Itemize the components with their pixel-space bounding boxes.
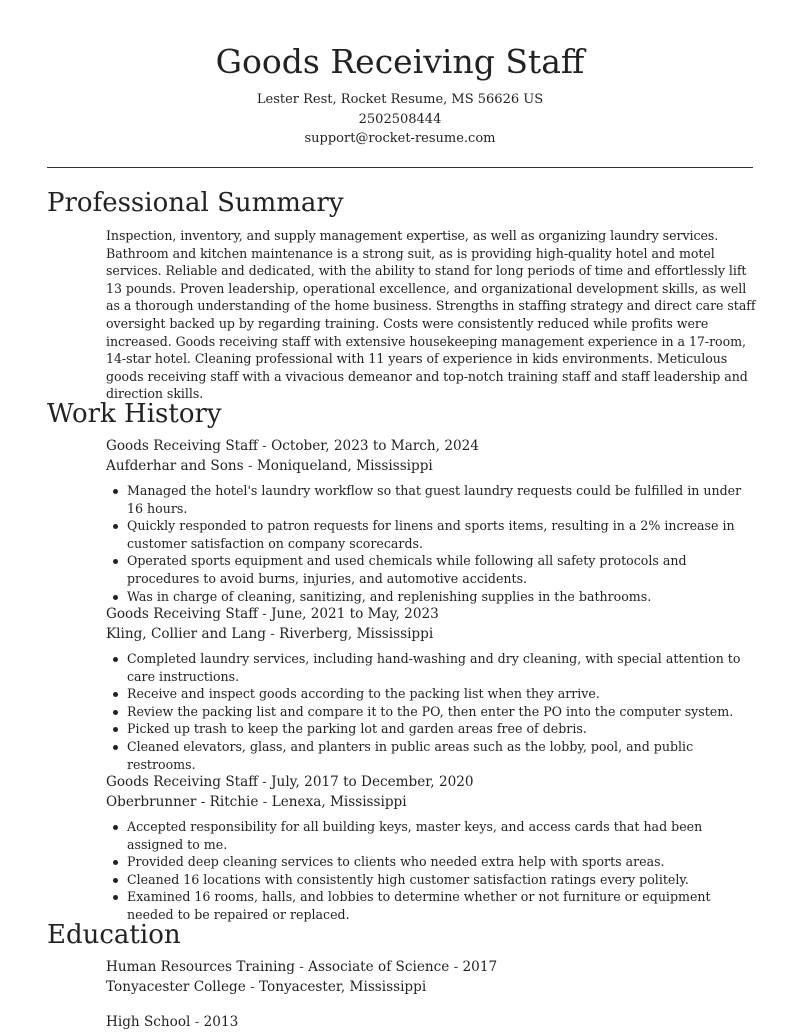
bullet-dot-icon: [113, 710, 118, 715]
job-location: Riverberg, Mississippi: [279, 625, 434, 642]
bullet-dot-icon: [113, 692, 118, 697]
contact-block: [0, 90, 800, 149]
job-entry: [106, 437, 756, 605]
job-role: Goods Receiving Staff: [106, 438, 258, 454]
job-company-line: [106, 793, 756, 813]
separator: -: [294, 959, 309, 975]
job-bullets: [106, 482, 756, 605]
education-program-line: [106, 958, 756, 978]
header-divider: [47, 167, 753, 168]
bullet-item: [106, 853, 756, 871]
job-entry: [106, 605, 756, 773]
bullet-dot-icon: [113, 524, 118, 529]
education-entry: [106, 1013, 756, 1033]
bullet-item: [106, 703, 756, 721]
bullet-text: Cleaned 16 locations with consistently high customer satisfaction ratings every politely.: [127, 871, 689, 887]
education-year: 2017: [462, 959, 498, 975]
bullet-text: Cleaned elevators, glass, and planters in public areas such as the lobby, pool, and public restrooms.: [127, 738, 694, 772]
job-company: Aufderhar and Sons: [106, 457, 244, 474]
bullet-dot-icon: [113, 878, 118, 883]
education-program: Human Resources Training: [106, 959, 295, 975]
separator: -: [265, 625, 280, 642]
bullet-text: Examined 16 rooms, halls, and lobbies to determine whether or not furniture or equipment needed to be repaired or replaced.: [127, 889, 711, 922]
separator: -: [257, 606, 272, 622]
job-company-line: [106, 625, 756, 645]
job-company: Kling, Collier and Lang: [106, 625, 266, 642]
bullet-text: Was in charge of cleaning, sanitizing, and replenishing supplies in the bathrooms.: [127, 588, 652, 604]
bullet-item: [106, 482, 756, 517]
bullet-item: [106, 517, 756, 552]
bullet-item: [106, 738, 756, 773]
education-school: Tonyacester College: [106, 978, 246, 995]
bullet-item: [106, 685, 756, 703]
bullet-item: [106, 588, 756, 606]
bullet-dot-icon: [113, 745, 118, 750]
education-year: 2013: [203, 1014, 239, 1030]
job-company: Oberbrunner - Ritchie: [106, 793, 259, 810]
bullet-item: [106, 650, 756, 685]
contact-phone: 2502508444: [358, 111, 442, 127]
job-role: Goods Receiving Staff: [106, 774, 258, 790]
job-location: Lenexa, Mississippi: [271, 793, 407, 810]
separator: -: [245, 978, 260, 995]
bullet-dot-icon: [113, 895, 118, 900]
bullet-text: Quickly responded to patron requests for linens and sports items, resulting in a 2% increase in customer satisfaction on company scorecards.: [127, 518, 735, 551]
contact-email: support@rocket-resume.com: [304, 131, 496, 146]
education-location: Tonyacester, Mississippi: [259, 978, 427, 995]
bullet-text: Picked up trash to keep the parking lot and garden areas free of debris.: [127, 721, 587, 737]
bullet-dot-icon: [113, 727, 118, 732]
job-bullets: [106, 818, 756, 924]
bullet-dot-icon: [113, 559, 118, 564]
education-degree: Associate of Science: [308, 959, 450, 975]
job-location: Moniqueland, Mississippi: [256, 457, 433, 474]
bullet-text: Accepted responsibility for all building keys, master keys, and access cards that had been assigned to me.: [127, 819, 703, 852]
education-program: High School: [106, 1014, 191, 1030]
job-entry: [106, 773, 756, 924]
bullet-text: Review the packing list and compare it to the PO, then enter the PO into the computer system.: [127, 703, 734, 719]
bullet-item: [106, 720, 756, 738]
bullet-dot-icon: [113, 595, 118, 600]
separator: -: [257, 774, 272, 790]
bullet-text: Operated sports equipment and used chemicals while following all safety protocols and procedures to avoid burns, injuries, and automotive accidents.: [127, 553, 687, 586]
bullet-item: [106, 888, 756, 923]
separator: -: [190, 1014, 204, 1030]
job-title-line: [106, 605, 756, 625]
bullet-item: [106, 552, 756, 587]
separator: -: [449, 959, 463, 975]
bullet-item: [106, 818, 756, 853]
job-dates: October, 2023 to March, 2024: [271, 438, 479, 454]
job-title-line: [106, 773, 756, 793]
job-bullets: [106, 650, 756, 773]
education-school-line: [106, 978, 756, 998]
job-dates: June, 2021 to May, 2023: [271, 606, 439, 622]
bullet-text: Receive and inspect goods according to the packing list when they arrive.: [127, 686, 600, 702]
bullet-text: Managed the hotel's laundry workflow so that guest laundry requests could be fulfilled in under 16 hours.: [127, 483, 742, 516]
job-company-line: [106, 457, 756, 477]
bullet-text: Completed laundry services, including hand-washing and dry cleaning, with special attention to care instructions.: [127, 651, 741, 684]
section-title-summary: Professional Summary: [47, 188, 344, 218]
candidate-name: Goods Receiving Staff: [215, 42, 585, 81]
bullet-dot-icon: [113, 860, 118, 865]
job-role: Goods Receiving Staff: [106, 606, 258, 622]
education-program-line: [106, 1013, 756, 1033]
job-title-line: [106, 437, 756, 457]
separator: -: [243, 457, 257, 474]
section-title-work-history: Work History: [47, 399, 222, 429]
education-entry: [106, 958, 756, 997]
bullet-text: Provided deep cleaning services to clients who needed extra help with sports areas.: [127, 854, 665, 870]
bullet-dot-icon: [113, 825, 118, 830]
summary-text: Inspection, inventory, and supply management expertise, as well as organizing laundry services. Bathroom and kitchen maintenance is a strong suit, as is providing high-quality hotel and motel services. Reliable and dedicated, with the ability to stand for long periods of time and effortlessly lift 13 pounds. Proven leadership, operational excellence, and organizational development skills, as well as a thorough understanding of the home business. Strengths in staffing strategy and direct care staff oversight backed up by regarding training. Costs were consistently reduced while profits were increased. Goods receiving staff with extensive housekeeping management experience in a 17-room, 14-star hotel. Cleaning professional with 11 years of experience in kids environments. Meticulous goods receiving staff with a vivacious demeanor and top-notch training staff and staff leadership and direction skills.: [106, 228, 756, 402]
separator: -: [258, 793, 272, 810]
section-title-education: Education: [47, 920, 181, 950]
bullet-dot-icon: [113, 657, 118, 662]
bullet-dot-icon: [113, 489, 118, 494]
contact-address: Lester Rest, Rocket Resume, MS 56626 US: [256, 92, 544, 107]
job-dates: July, 2017 to December, 2020: [271, 774, 474, 790]
bullet-item: [106, 871, 756, 889]
resume-header: [0, 0, 800, 149]
separator: -: [257, 438, 272, 454]
